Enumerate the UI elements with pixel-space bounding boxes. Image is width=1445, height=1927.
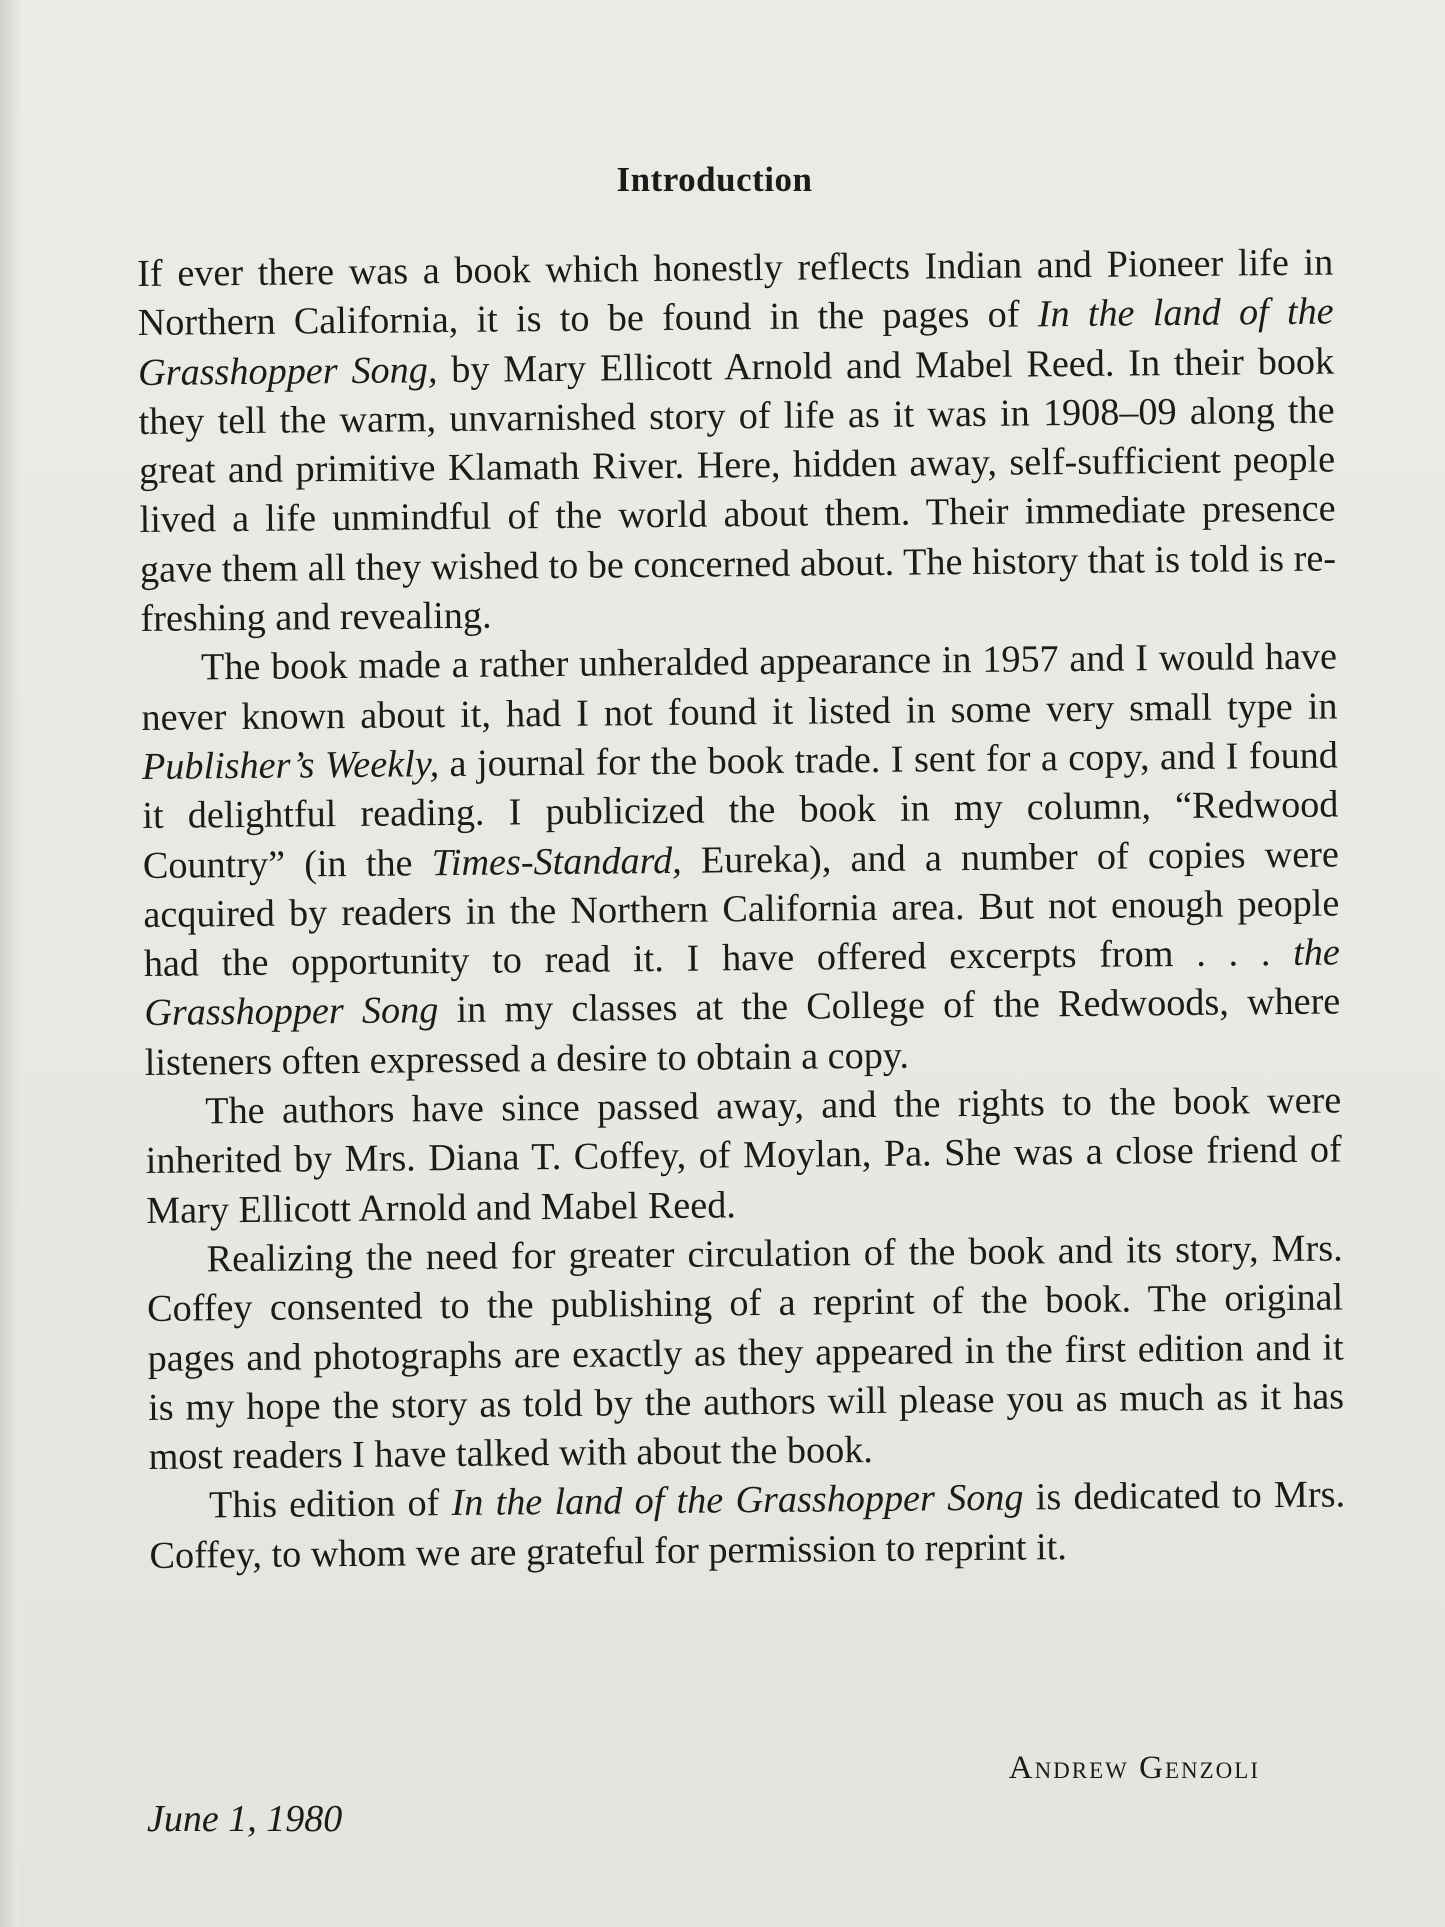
- italic-title-text: the Grasshopper Song: [144, 931, 1341, 1035]
- paragraph-2: [141, 633, 1341, 1088]
- paragraph-text: If ever there was a book which honestly reflects Indian and Pioneer life in Northern California, it is to be found in the pages of: [137, 241, 1334, 345]
- paragraph-text: in my classes at the College of the Redwoods, where listeners often expressed a desire to obtain a copy.: [144, 980, 1341, 1084]
- paragraph-text: This edition of: [208, 1482, 452, 1527]
- paragraph-text: Eureka), and a number of copies were acquired by readers in the Northern California area. But not enough people had the opportunity to read it. I have offered excerpts from . . .: [143, 833, 1340, 986]
- paragraph-4: [146, 1224, 1344, 1482]
- date-line: June 1, 1980: [147, 1798, 343, 1840]
- italic-title-text: In the land of the Grasshopper Song,: [137, 290, 1334, 394]
- paragraph-text: Realizing the need for greater circulation of the book and its story, Mrs. Coffey consented to the publishing of a reprint of the book. The original pages and photographs are exactly as they appeared in the first edition and it is my hope the story as told by the authors will please you as much as it has most readers I have talked with about the book.: [146, 1227, 1345, 1479]
- body-text: [137, 239, 1346, 1581]
- paragraph-text: is dedicated to Mrs. Coffey, to whom we are grateful for permission to reprint it.: [149, 1473, 1346, 1577]
- author-signature: Andrew Genzoli: [1008, 1750, 1260, 1786]
- paragraph-text: The book made a rather unheralded appearance in 1957 and I would have never known about it, had I not found it listed in some very small type in: [141, 635, 1338, 739]
- page-edge: [0, 0, 20, 1927]
- page-heading: Introduction: [616, 160, 813, 199]
- paragraph-text: by Mary Ellicott Arnold and Mabel Reed. In their book they tell the warm, unvarnished story of life as it was in 1908–09 along the great and primitive Klamath River. Here, hidden away, self-sufficient people lived a life unmindful of the world about them. Their immediate presence gave them all they wished to be concerned about. The history that is told is refreshing and revealing.: [138, 340, 1337, 641]
- paragraph-5: [149, 1471, 1346, 1581]
- paragraph-1: [137, 239, 1337, 645]
- italic-title-text: In the land of the Grasshopper Song: [451, 1476, 1024, 1525]
- paragraph-text: The authors have since passed away, and the rights to the book were inherited by Mrs. Diana T. Coffey, of Moylan, Pa. She was a close friend of Mary Ellicott Arnold and Mabel Reed.: [145, 1079, 1342, 1232]
- paragraph-3: [145, 1077, 1342, 1236]
- paragraph-text: a journal for the book trade. I sent for a copy, and I found it delightful reading. I publicized the book in my column, “Redwood Country” (in the: [142, 734, 1339, 887]
- book-page: [20, 0, 1445, 1927]
- italic-title-text: Times-Standard,: [431, 839, 682, 884]
- italic-title-text: Publisher’s Weekly,: [141, 743, 440, 788]
